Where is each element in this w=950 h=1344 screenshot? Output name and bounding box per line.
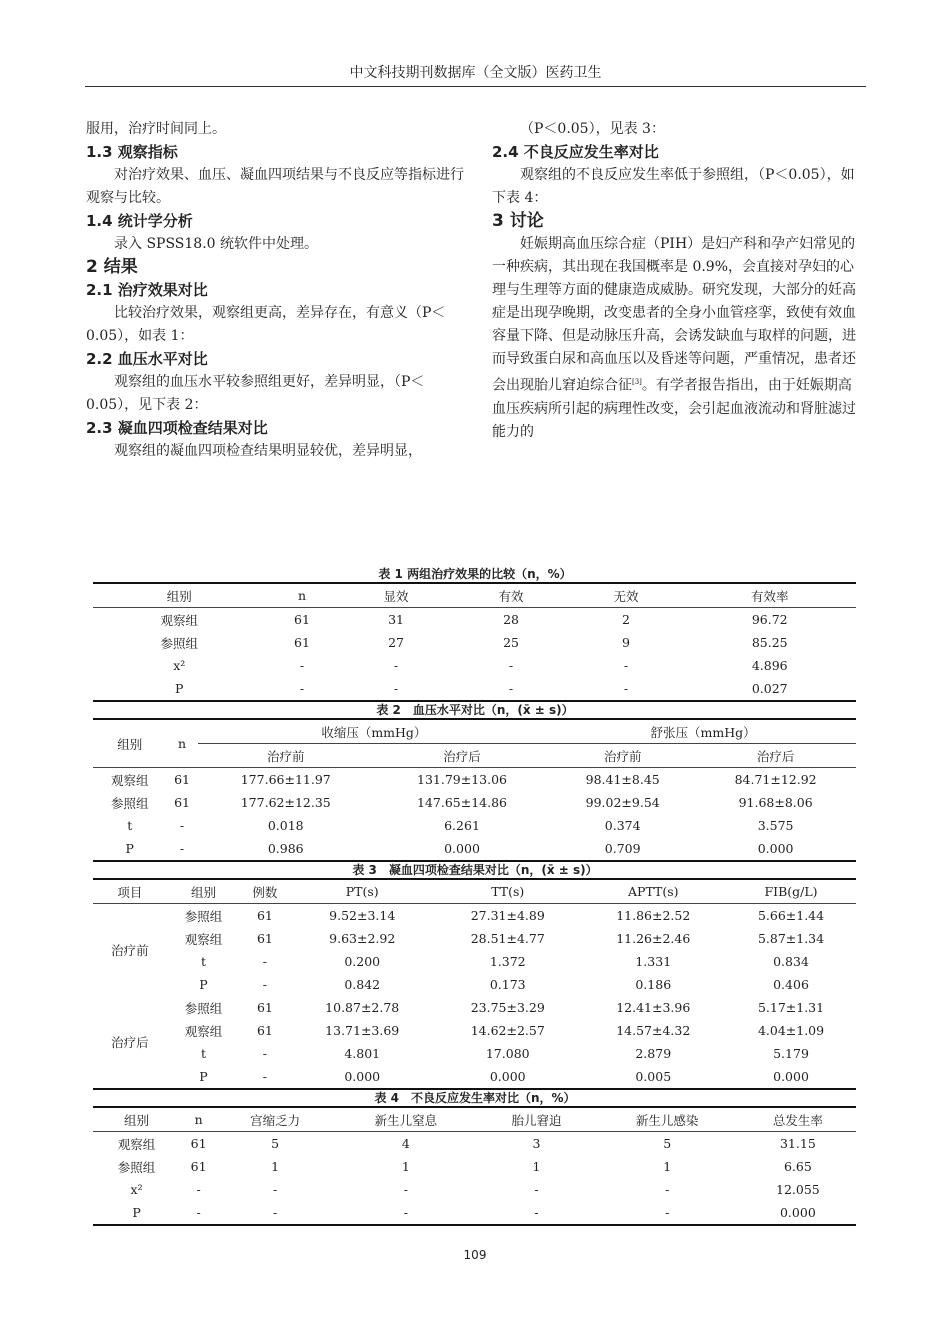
cell: 观察组	[184, 931, 223, 947]
table-1-header-cell: 显效	[339, 583, 454, 608]
cell: 0.709	[604, 841, 641, 856]
cell: -	[534, 1182, 539, 1197]
cell: 9.52±3.14	[329, 908, 396, 923]
citation-ref: [3]	[632, 378, 642, 386]
cell: x²	[173, 658, 186, 673]
tables-block	[0, 566, 950, 1226]
page-number: 109	[463, 1248, 487, 1262]
cell: 0.000	[779, 1205, 816, 1220]
table-4-header-cell: 新生儿窒息	[333, 1107, 478, 1132]
table-2-header-after: 治疗后	[374, 744, 550, 768]
table-row	[93, 814, 856, 837]
cell: x²	[130, 1182, 143, 1197]
cell: 11.26±2.46	[616, 931, 691, 946]
cell: -	[393, 681, 399, 696]
table-3-group-after: 治疗后	[111, 1035, 149, 1050]
table-1-header-cell: 有效率	[684, 583, 857, 608]
cell: 6.65	[783, 1159, 812, 1174]
cell: 0.000	[344, 1069, 381, 1084]
table-1-header-cell: n	[265, 583, 338, 608]
cell: 5	[271, 1136, 280, 1151]
cell: 23.75±3.29	[470, 1000, 545, 1015]
cell: 0.374	[604, 818, 641, 833]
para-2-3: 观察组的凝血四项检查结果明显较优，差异明显，	[114, 443, 422, 459]
table-row	[93, 927, 856, 950]
table-row	[93, 1019, 856, 1042]
cell: 4	[401, 1136, 410, 1151]
cell: -	[179, 818, 185, 833]
cell: 28	[503, 612, 519, 627]
table-row	[93, 1132, 856, 1156]
cell: 177.66±11.97	[240, 772, 331, 787]
cell: 1	[271, 1159, 280, 1174]
table-row	[93, 1042, 856, 1065]
cell: -	[665, 1205, 670, 1220]
table-1	[93, 582, 856, 702]
table-row	[93, 950, 856, 973]
cell: 25	[503, 635, 519, 650]
cell: -	[403, 1205, 408, 1220]
cell: 0.834	[773, 954, 809, 969]
cell: 参照组	[184, 908, 223, 924]
cell: 5.87±1.34	[757, 931, 825, 946]
cell: 61	[256, 931, 273, 946]
cell: P	[175, 681, 184, 696]
cell: 参照组	[160, 635, 198, 651]
table-3-group-before: 治疗前	[111, 943, 149, 958]
cell: 61	[256, 908, 273, 923]
heading-1-3: 1.3 观察指标	[86, 143, 178, 161]
cell: -	[299, 681, 305, 696]
cell: 5.179	[773, 1046, 809, 1061]
para-2-1: 比较治疗效果，观察组更高，差异存在，有意义（P＜0.05），如表 1：	[86, 305, 446, 344]
cell: 27	[388, 635, 404, 650]
table-4-header	[93, 1107, 856, 1132]
cell: -	[196, 1205, 201, 1220]
table-3-header	[93, 879, 856, 904]
cell: -	[179, 841, 185, 856]
cell: 1.331	[635, 954, 672, 969]
cell: 0.842	[344, 977, 381, 992]
cell: 31.15	[779, 1136, 816, 1151]
cell: 96.72	[751, 612, 788, 627]
cell: 观察组	[184, 1023, 223, 1039]
cell: 61	[294, 612, 310, 627]
table-3-header-cell: 项目	[93, 879, 167, 904]
table-4-header-cell: 总发生率	[740, 1107, 856, 1132]
cell: P	[132, 1205, 141, 1220]
table-4-header-cell: 胎儿窘迫	[478, 1107, 594, 1132]
left-column	[86, 118, 466, 463]
table-row	[93, 996, 856, 1019]
table-1-header-cell: 组别	[93, 583, 265, 608]
table-1-header-cell: 无效	[569, 583, 684, 608]
table-row	[93, 608, 856, 632]
cell: -	[273, 1205, 278, 1220]
table-row	[93, 631, 856, 654]
cell: 4.801	[344, 1046, 381, 1061]
cell: 13.71±3.69	[325, 1023, 400, 1038]
cell: 1.372	[489, 954, 526, 969]
cell: 2	[622, 612, 630, 627]
cell: 0.406	[773, 977, 809, 992]
cell: 0.200	[344, 954, 381, 969]
para-2-2: 观察组的血压水平较参照组更好，差异明显，（P＜0.05），见下表 2：	[86, 374, 425, 413]
para-2-4: 观察组的不良反应发生率低于参照组，（P＜0.05），如下表 4：	[492, 167, 855, 206]
cell: 84.71±12.92	[734, 772, 817, 787]
cell: -	[262, 1046, 268, 1061]
table-2	[93, 718, 856, 862]
para-continuation-right: （P＜0.05），见表 3：	[520, 121, 665, 137]
cell: 3	[532, 1136, 541, 1151]
table-3	[93, 878, 856, 1090]
cell: -	[393, 658, 399, 673]
para-1-4: 录入 SPSS18.0 统软件中处理。	[114, 236, 319, 252]
cell: 参照组	[117, 1159, 156, 1175]
para-3-text-a: 妊娠期高血压综合症（PIH）是妇产科和孕产妇常见的一种疾病，其出现在我国概率是 0.9%，会直接对孕妇的心理与生理等方面的健康造成威胁。研究发现，大部分的妊高症是出现孕晚期，改变患者的全身小血管痉挛，致使有效血容量下降、但是动脉压升高，会诱发缺血与取样的问题，进而导致蛋白尿和高血压以及昏迷等问题，严重情况，患者还会出现胎儿窘迫综合征	[492, 236, 856, 394]
cell: 4.04±1.09	[757, 1023, 825, 1038]
cell: -	[534, 1205, 539, 1220]
table-2-systolic-header: 收缩压（mmHg）	[198, 719, 551, 744]
table-row	[93, 654, 856, 677]
table-2-header-after: 治疗后	[695, 744, 856, 768]
cell: 27.31±4.89	[470, 908, 545, 923]
table-2-caption: 表 2 血压水平对比（n，(x̄ ± s)）	[376, 703, 574, 717]
table-row	[93, 1065, 856, 1089]
cell: 0.186	[635, 977, 672, 992]
table-2-group-header: 组别	[93, 719, 166, 768]
cell: 85.25	[751, 635, 788, 650]
table-2-header-before: 治疗前	[198, 744, 374, 768]
running-header: 中文科技期刊数据库（全文版）医药卫生	[85, 62, 866, 87]
cell: P	[125, 841, 134, 856]
cell: -	[299, 658, 305, 673]
table-3-header-cell: FIB(g/L)	[726, 879, 856, 904]
cell: -	[665, 1182, 670, 1197]
cell: P	[199, 1069, 208, 1084]
table-row	[93, 791, 856, 814]
cell: 4.896	[751, 658, 788, 673]
cell: 11.86±2.52	[616, 908, 691, 923]
cell: 5.17±1.31	[757, 1000, 825, 1015]
heading-2-2: 2.2 血压水平对比	[86, 350, 208, 368]
table-1-header-cell: 有效	[454, 583, 569, 608]
table-2-diastolic-header: 舒张压（mmHg）	[550, 719, 856, 744]
cell: 观察组	[117, 1136, 156, 1152]
cell: t	[127, 818, 133, 833]
cell: -	[262, 954, 268, 969]
cell: 31	[388, 612, 404, 627]
cell: 9.63±2.92	[329, 931, 396, 946]
cell: 观察组	[160, 612, 198, 628]
table-2-header-top	[93, 719, 856, 744]
cell: 61	[256, 1000, 273, 1015]
table-1-header	[93, 583, 856, 608]
table-2-header-sub	[93, 744, 856, 768]
table-3-header-cell: 组别	[167, 879, 241, 904]
cell: 61	[190, 1159, 207, 1174]
table-3-header-cell: PT(s)	[289, 879, 435, 904]
table-4-header-cell: 宫缩乏力	[217, 1107, 333, 1132]
table-row	[93, 768, 856, 792]
para-continuation: 服用，治疗时间同上。	[86, 121, 226, 137]
cell: 98.41±8.45	[585, 772, 660, 787]
heading-3: 3 讨论	[492, 211, 544, 231]
cell: 14.57±4.32	[616, 1023, 691, 1038]
cell: 10.87±2.78	[325, 1000, 400, 1015]
cell: 0.000	[444, 841, 480, 856]
table-row	[93, 677, 856, 701]
cell: 3.575	[757, 818, 794, 833]
cell: 1	[532, 1159, 541, 1174]
cell: -	[273, 1182, 278, 1197]
table-row	[93, 973, 856, 996]
table-4-caption: 表 4 不良反应发生率对比（n，%）	[374, 1091, 576, 1105]
heading-2: 2 结果	[86, 257, 138, 277]
cell: 2.879	[635, 1046, 672, 1061]
cell: -	[262, 977, 268, 992]
cell: 61	[294, 635, 310, 650]
para-3	[492, 233, 864, 444]
heading-2-1: 2.1 治疗效果对比	[86, 281, 208, 299]
table-row	[93, 1201, 856, 1225]
heading-1-4: 1.4 统计学分析	[86, 212, 193, 230]
table-4-header-cell: 新生儿感染	[595, 1107, 740, 1132]
cell: 12.41±3.96	[616, 1000, 691, 1015]
cell: 0.000	[489, 1069, 526, 1084]
cell: 9	[622, 635, 630, 650]
cell: -	[262, 1069, 268, 1084]
cell: 91.68±8.06	[738, 795, 813, 810]
heading-2-3: 2.3 凝血四项检查结果对比	[86, 419, 268, 437]
para-1-3: 对治疗效果、血压、凝血四项结果与不良反应等指标进行观察与比较。	[86, 167, 464, 206]
cell: 0.027	[751, 681, 788, 696]
cell: 0.986	[267, 841, 304, 856]
cell: 99.02±9.54	[585, 795, 660, 810]
cell: P	[199, 977, 208, 992]
cell: 12.055	[776, 1182, 820, 1197]
cell: 参照组	[184, 1000, 223, 1016]
cell: 0.000	[757, 841, 794, 856]
table-4-header-cell: n	[180, 1107, 217, 1132]
table-3-caption: 表 3 凝血四项检查结果对比（n，(x̄ ± s)）	[352, 863, 598, 877]
table-2-header-before: 治疗前	[550, 744, 695, 768]
cell: 61	[174, 772, 190, 787]
cell: 0.173	[489, 977, 526, 992]
cell: 147.65±14.86	[417, 795, 507, 810]
table-4-header-cell: 组别	[93, 1107, 180, 1132]
cell: 14.62±2.57	[470, 1023, 545, 1038]
cell: 参照组	[110, 795, 149, 811]
cell: 1	[401, 1159, 410, 1174]
heading-2-4: 2.4 不良反应发生率对比	[492, 143, 659, 161]
cell: t	[200, 1046, 207, 1061]
cell: 0.005	[635, 1069, 672, 1084]
cell: 61	[190, 1136, 207, 1151]
table-1-caption: 表 1 两组治疗效果的比较（n，%）	[378, 567, 572, 581]
cell: 观察组	[110, 772, 149, 788]
cell: t	[200, 954, 207, 969]
table-row	[93, 904, 856, 928]
cell: 17.080	[485, 1046, 530, 1061]
cell: 0.018	[267, 818, 304, 833]
cell: -	[196, 1182, 201, 1197]
table-row	[93, 837, 856, 861]
cell: 177.62±12.35	[240, 795, 331, 810]
cell: 5	[663, 1136, 672, 1151]
table-3-header-cell: TT(s)	[435, 879, 581, 904]
cell: -	[508, 681, 514, 696]
cell: -	[623, 658, 629, 673]
cell: 61	[256, 1023, 273, 1038]
cell: 28.51±4.77	[470, 931, 545, 946]
cell: 6.261	[444, 818, 480, 833]
cell: 131.79±13.06	[417, 772, 507, 787]
cell: 1	[663, 1159, 672, 1174]
table-3-header-cell: 例数	[240, 879, 289, 904]
cell: 61	[174, 795, 190, 810]
right-column	[492, 118, 864, 444]
table-3-header-cell: APTT(s)	[581, 879, 727, 904]
table-4	[93, 1106, 856, 1226]
cell: 0.000	[773, 1069, 809, 1084]
cell: -	[623, 681, 629, 696]
cell: -	[403, 1182, 408, 1197]
table-row	[93, 1155, 856, 1178]
para-3-text-b: 。有学者报告指出，由于妊娠期高血压疾病所引起的病理性改变，会引起血液流动和肾脏滤过能力的	[492, 377, 856, 440]
table-row	[93, 1178, 856, 1201]
cell: 5.66±1.44	[757, 908, 825, 923]
table-2-n-header: n	[166, 719, 197, 768]
cell: -	[508, 658, 514, 673]
